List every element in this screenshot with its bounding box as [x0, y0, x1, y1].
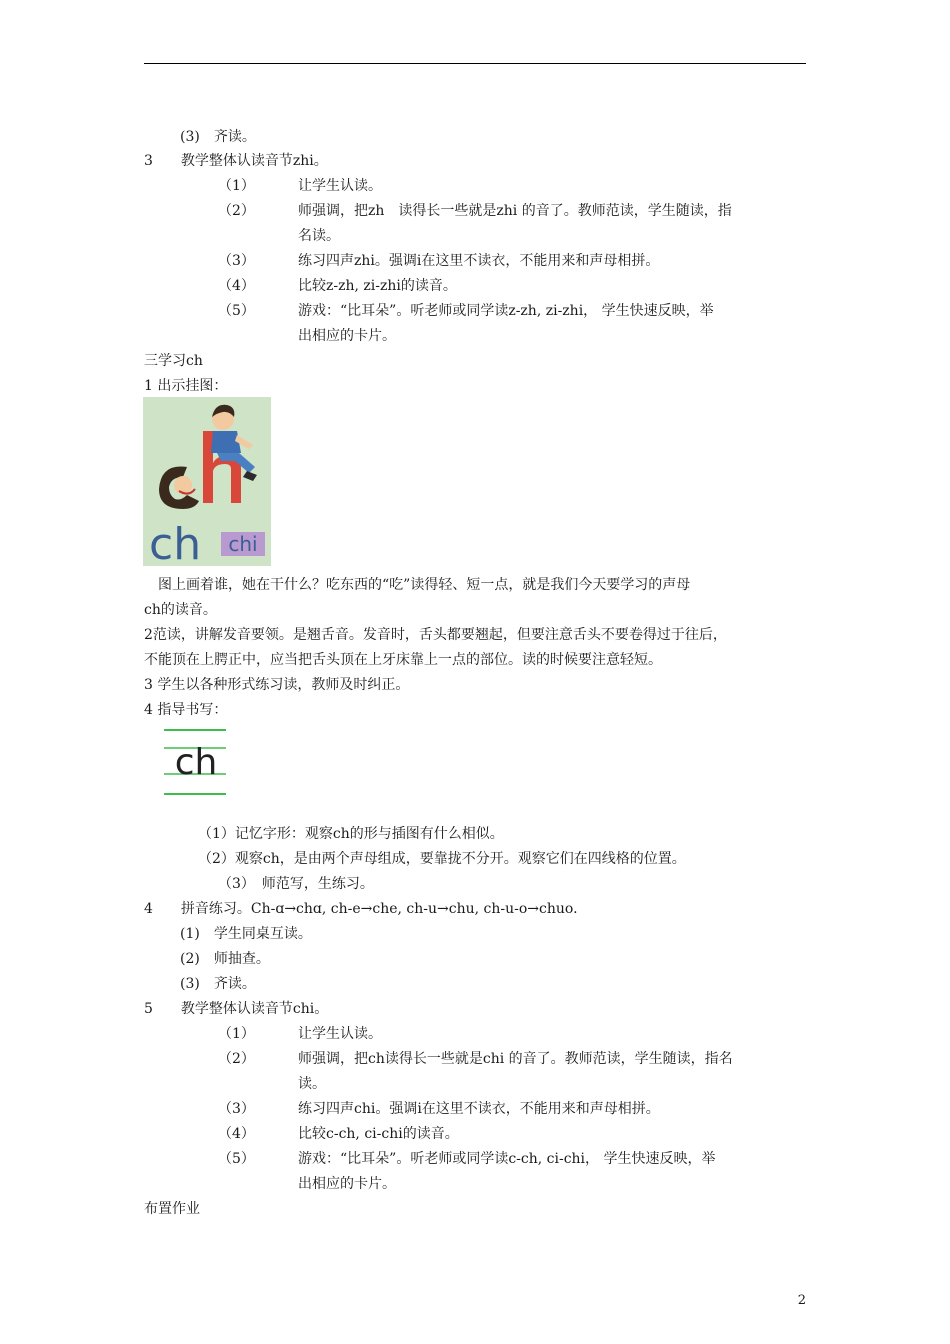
text-line: ch的读音。	[144, 602, 217, 618]
text-line: 让学生认读。	[298, 1026, 382, 1042]
text-line: （1）记忆字形：观察ch的形与插图有什么相似。	[198, 826, 504, 842]
text-line: 布置作业	[144, 1201, 200, 1217]
text-line: 让学生认读。	[298, 178, 382, 194]
text-line: 练习四声chi。强调i在这里不读衣，不能用来和声母相拼。	[298, 1101, 660, 1117]
text-line: 5 教学整体认读音节chi。	[144, 1001, 329, 1017]
text-line: 出相应的卡片。	[298, 328, 396, 344]
chi-card-label	[228, 532, 257, 556]
text-line: 4 指导书写：	[144, 702, 228, 718]
writing-sample-letters: ch	[174, 742, 218, 783]
text-line: 1 出示挂图：	[144, 378, 228, 394]
text-line: 师强调，把ch读得长一些就是chi 的音了。教师范读，学生随读，指名	[298, 1051, 733, 1067]
text-line: 3 教学整体认读音节zhi。	[144, 153, 328, 169]
text-line: （3）	[218, 253, 255, 269]
text-line: 读。	[298, 1076, 326, 1092]
text-line: 游戏：“比耳朵”。听老师或同学读z-zh, zi-zhi， 学生快速反映，举	[298, 303, 714, 319]
text-line: （2）	[218, 1051, 255, 1067]
text-line: 练习四声zhi。强调i在这里不读衣，不能用来和声母相拼。	[298, 253, 660, 269]
text-line: （1）	[218, 178, 255, 194]
four-line-writing-grid	[160, 726, 230, 800]
text-line: （4）	[218, 1126, 255, 1142]
page-number: 2	[797, 1293, 806, 1308]
text-line: 名读。	[298, 228, 340, 244]
text-line: 图上画着谁，她在干什么？吃东西的“吃”读得轻、短一点，就是我们今天要学习的声母	[158, 577, 691, 593]
text-line: (3) 齐读。	[180, 129, 256, 145]
text-line: (3) 齐读。	[180, 976, 256, 992]
wall-chart-illustration	[143, 397, 271, 566]
text-line: （5）	[218, 1151, 255, 1167]
chi-card-text: chi	[228, 532, 258, 556]
text-line: （4）	[218, 278, 255, 294]
text-line: 比较z-zh, zi-zhi的读音。	[298, 278, 457, 294]
text-line: 不能顶在上腭正中，应当把舌头顶在上牙床靠上一点的部位。读的时候要注意轻短。	[144, 652, 662, 668]
text-line: 2范读，讲解发音要领。是翘舌音。发音时，舌头都要翘起，但要注意舌头不要卷得过于往后，	[144, 627, 727, 643]
text-line: （5）	[218, 303, 255, 319]
text-line: （2）	[218, 203, 255, 219]
text-line: （3）	[218, 1101, 255, 1117]
ch-letters	[149, 519, 201, 566]
text-line: 游戏：“比耳朵”。听老师或同学读c-ch, ci-chi， 学生快速反映，举	[298, 1151, 716, 1167]
text-line: （2）观察ch，是由两个声母组成，要靠拢不分开。观察它们在四线格的位置。	[198, 851, 686, 867]
text-line: 三学习ch	[144, 353, 203, 369]
text-line: 4 拼音练习。Ch-ɑ→chɑ, ch-e→che, ch-u→chu, ch-u-o→chuo.	[144, 901, 578, 917]
text-line: （1）	[218, 1026, 255, 1042]
text-line: 出相应的卡片。	[298, 1176, 396, 1192]
text-line: （3） 师范写，生练习。	[218, 876, 374, 892]
text-line: 比较c-ch, ci-chi的读音。	[298, 1126, 459, 1142]
header-rule	[144, 63, 806, 64]
text-line: (1) 学生同桌互读。	[180, 926, 312, 942]
text-line: 师强调，把zh 读得长一些就是zhi 的音了。教师范读，学生随读，指	[298, 203, 732, 219]
ch-letters-text: ch	[149, 519, 202, 566]
text-line: 3 学生以各种形式练习读，教师及时纠正。	[144, 677, 410, 693]
text-line: (2) 师抽查。	[180, 951, 270, 967]
